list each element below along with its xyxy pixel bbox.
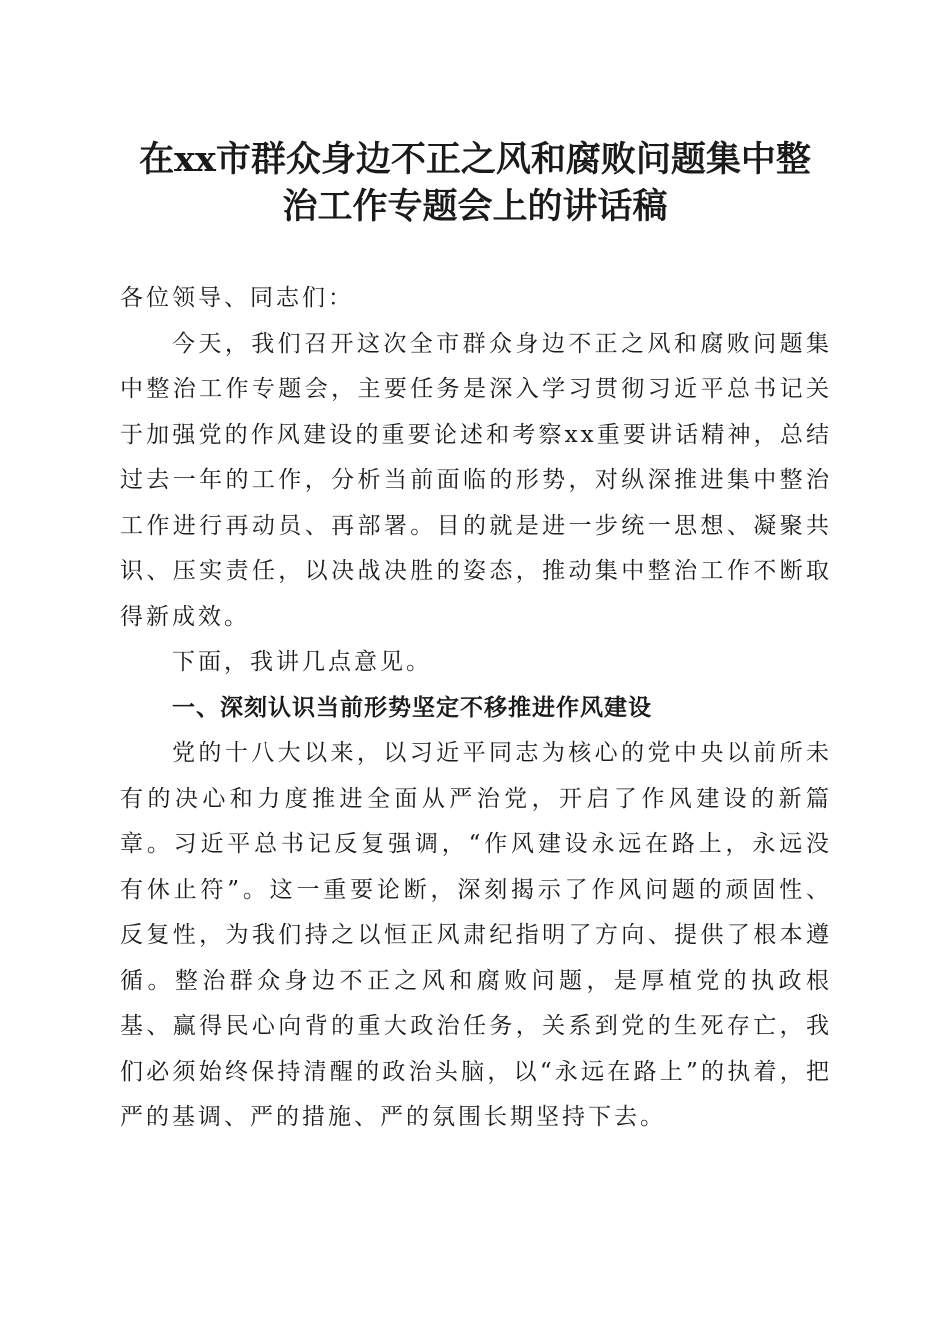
section-heading: 一、深刻认识当前形势坚定不移推进作风建设 xyxy=(172,694,652,721)
salutation: 各位领导、同志们： xyxy=(120,285,354,311)
document-body xyxy=(120,276,832,1141)
title-line-1: 在xx市群众身边不正之风和腐败问题集中整 xyxy=(139,139,811,180)
section-paragraph: 党的十八大以来，以习近平同志为核心的党中央以前所未有的决心和力度推进全面从严治党，开启了作风建设的新篇章。习近平总书记反复强调，“作风建设永远在路上，永远没有休止符”。这一重要论断，深刻揭示了作风问题的顽固性、反复性，为我们持之以恒正风肃纪指明了方向、提供了根本遵循。整治群众身边不正之风和腐败问题，是厚植党的执政根基、赢得民心向背的重大政治任务，关系到党的生死存亡，我们必须始终保持清醒的政治头脑，以“永远在路上”的执着，把严的基调、严的措施、严的氛围长期坚持下去。 xyxy=(120,740,832,1130)
paragraph-transition: 下面，我讲几点意见。 xyxy=(172,649,432,675)
document-title xyxy=(100,136,850,230)
paragraph-intro: 今天，我们召开这次全市群众身边不正之风和腐败问题集中整治工作专题会，主要任务是深入学习贯彻习近平总书记关于加强党的作风建设的重要论述和考察xx重要讲话精神，总结过去一年的工作，分析当前面临的形势，对纵深推进集中整治工作进行再动员、再部署。目的就是进一步统一思想、凝聚共识、压实责任，以决战决胜的姿态，推动集中整治工作不断取得新成效。 xyxy=(120,330,832,630)
title-line-2: 治工作专题会上的讲话稿 xyxy=(282,186,668,227)
